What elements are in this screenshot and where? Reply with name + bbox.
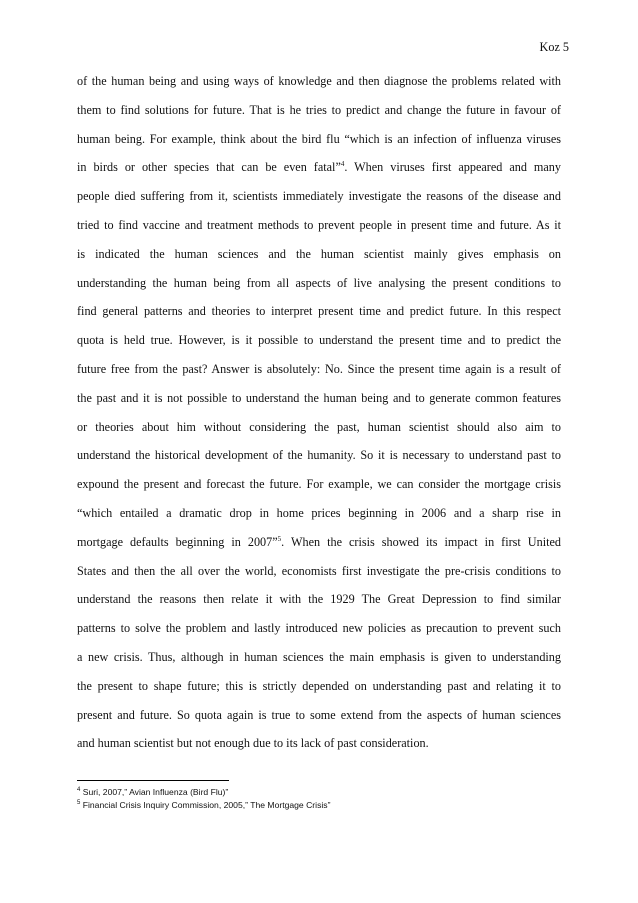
page-header: Koz 5 bbox=[539, 40, 569, 54]
text-line: understand the historical development of the humanity. So it is necessary to understand past to bbox=[77, 448, 561, 463]
text-line: States and then the all over the world, economists first investigate the pre-crisis conditions to bbox=[77, 563, 561, 578]
text-line: human being. For example, think about the bird flu “which is an infection of influenza viruses bbox=[77, 131, 561, 146]
text-segment: mortgage defaults beginning in 2007” bbox=[77, 534, 278, 549]
text-line: quota is held true. However, is it possible to understand the present time and to predict the bbox=[77, 333, 561, 348]
text-line: future free from the past? Answer is absolutely: No. Since the present time again is a result of bbox=[77, 361, 561, 376]
text-line: them to find solutions for future. That is he tries to predict and change the future in favour of bbox=[77, 102, 561, 117]
text-line: the present to shape future; this is strictly depended on understanding past and relating it to bbox=[77, 678, 561, 693]
text-line: patterns to solve the problem and lastly introduced new policies as precaution to prevent such bbox=[77, 621, 561, 636]
text-line: the past and it is not possible to understand the human being and to generate common features bbox=[77, 390, 561, 405]
footnote-ref-4: 4 bbox=[340, 160, 345, 169]
text-line: tried to find vaccine and treatment methods to prevent people in present time and future. As it bbox=[77, 217, 561, 232]
footnote-number: 5 bbox=[77, 800, 81, 806]
text-segment: in birds or other species that can be even fatal” bbox=[77, 160, 341, 175]
text-line: “which entailed a dramatic drop in home prices beginning in 2006 and a sharp rise in bbox=[77, 505, 561, 520]
footnote-text: Financial Crisis Inquiry Commission, 2005,” The Mortgage Crisis” bbox=[80, 800, 331, 810]
text-line: understand the reasons then relate it with the 1929 The Great Depression to find similar bbox=[77, 592, 561, 607]
body-text bbox=[77, 74, 561, 765]
text-line: expound the present and forecast the future. For example, we can consider the mortgage crisis bbox=[77, 477, 561, 492]
text-line: of the human being and using ways of knowledge and then diagnose the problems related with bbox=[77, 74, 561, 88]
text-segment: . When the crisis showed its impact in first United bbox=[281, 534, 561, 549]
text-line bbox=[77, 535, 561, 564]
footnote-number: 4 bbox=[77, 787, 81, 793]
text-line: and human scientist but not enough due to its lack of past consideration. bbox=[77, 736, 429, 751]
footnote-separator bbox=[77, 780, 229, 781]
footnote-text: Suri, 2007,” Avian Influenza (Bird Flu)” bbox=[80, 787, 229, 797]
text-line bbox=[77, 160, 561, 189]
footnotes bbox=[77, 786, 330, 812]
text-line: people died suffering from it, scientists immediately investigate the reasons of the disease and bbox=[77, 189, 561, 204]
footnote-5 bbox=[77, 799, 330, 812]
footnote-ref-5: 5 bbox=[277, 534, 282, 543]
text-line: find general patterns and theories to interpret present time and predict future. In this respect bbox=[77, 304, 561, 319]
footnote-4 bbox=[77, 786, 330, 799]
text-line: or theories about him without considering the past, human scientist should also aim to bbox=[77, 419, 561, 434]
text-line: a new crisis. Thus, although in human sciences the main emphasis is given to understanding bbox=[77, 649, 561, 664]
text-line: present and future. So quota again is true to some extend from the aspects of human sciences bbox=[77, 707, 561, 722]
text-line: is indicated the human sciences and the human scientist mainly gives emphasis on bbox=[77, 246, 561, 261]
text-segment: . When viruses first appeared and many bbox=[344, 160, 561, 175]
text-line: understanding the human being from all aspects of live analysing the present conditions to bbox=[77, 275, 561, 290]
